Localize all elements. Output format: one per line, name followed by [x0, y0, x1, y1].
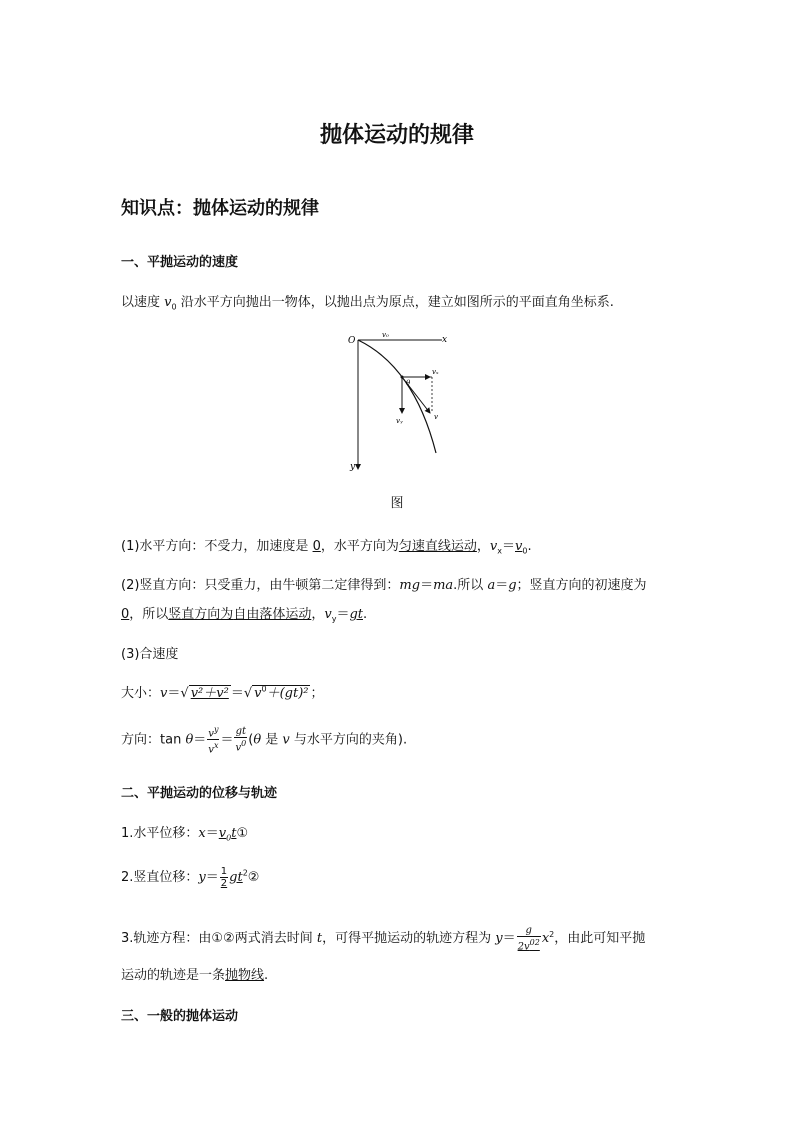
label-y: y: [350, 462, 356, 472]
projectile-diagram: [344, 327, 454, 477]
trajectory-equation-line1: 3.轨迹方程：由①②两式消去时间 t，可得平抛运动的轨迹方程为 y＝ $\frac{g}{2v^{02}}$ $x^2$，由此可知平抛: [121, 925, 646, 953]
resultant-velocity-heading: (3)合速度: [121, 647, 179, 662]
label-vy: vᵧ: [396, 417, 403, 425]
section-heading: 知识点：抛体运动的规律: [121, 198, 319, 219]
vertical-paragraph-line2: 0，所以竖直方向为自由落体运动，$v_y=gt$.: [121, 607, 368, 624]
horizontal-displacement: 1.水平位移：$x=v_0t①$: [121, 826, 249, 843]
page-title: 抛体运动的规律: [319, 123, 474, 148]
horizontal-paragraph: (1)水平方向：不受力，加速度是 0，水平方向为匀速直线运动，$v_x=v_0$.: [121, 539, 532, 556]
direction-line: 方向：tan θ＝ $\frac{v^y}{v^x}$ ＝ $\frac{gt}{v^0}$ (θ 是 v 与水平方向的夹角).: [121, 725, 408, 756]
vertical-displacement: 2.竖直位移：y＝ $\frac{1}{2}$ $gt^2②$: [121, 866, 260, 889]
magnitude-line: 大小：v＝√ v²＋v² ＝√ $v^0+(gt)^2$ ；: [121, 684, 324, 701]
intro-paragraph: 以速度 $v_0$ 沿水平方向抛出一物体，以抛出点为原点，建立如图所示的平面直角坐标系.: [121, 295, 614, 312]
heading-general-projectile: 三、一般的抛体运动: [121, 1009, 239, 1024]
trajectory-equation-line2: 运动的轨迹是一条抛物线.: [121, 968, 269, 983]
label-x: x: [442, 335, 448, 345]
particle-point: [401, 376, 404, 379]
label-theta: θ: [406, 379, 411, 387]
heading-velocity: 一、平抛运动的速度: [121, 255, 239, 270]
figure-caption: 图: [390, 496, 404, 511]
trajectory-curve: [358, 340, 436, 453]
label-v: v: [434, 413, 438, 421]
label-v0: v₀: [382, 331, 389, 339]
heading-displacement: 二、平抛运动的位移与轨迹: [121, 786, 278, 801]
label-O: O: [348, 336, 356, 346]
label-vx: vₓ: [432, 368, 439, 376]
vertical-paragraph-line1: (2)竖直方向：只受重力，由牛顿第二定律得到：mg＝ma.所以 a＝g；竖直方向的初速度为: [121, 578, 647, 593]
